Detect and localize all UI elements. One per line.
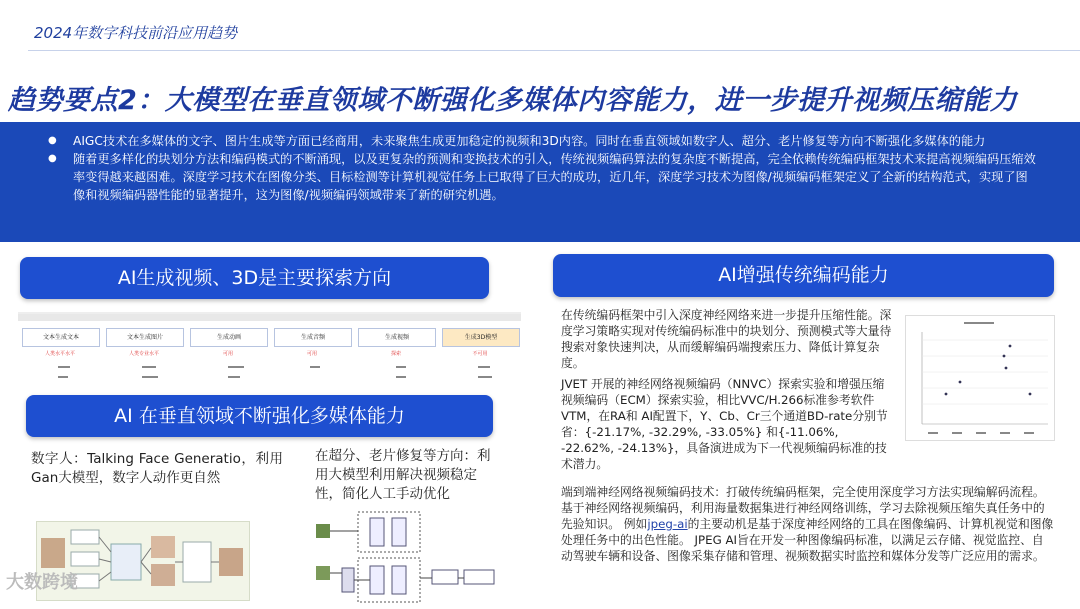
coding-paragraph-3-pre: 端到端神经网络视频编码技术：打破传统编码框架，完全使用深度学习方法实现编解码流程。基于神经网络视频编码，利用海量数据集进行神经网络训练，学习去除视频压缩失真任务中的先验知识。 例如 [561, 485, 1045, 531]
table-cell: 文本生成文本 [22, 328, 100, 347]
table-cell: 生成音频 [274, 328, 352, 347]
header-title: 2024年数字科技前沿应用趋势 [34, 24, 238, 42]
table-header-strip [18, 314, 521, 321]
table-cell: 生成动画 [190, 328, 268, 347]
jpeg-ai-link[interactable]: jpeg-ai [647, 517, 688, 531]
bd-rate-chart-figure [905, 315, 1055, 441]
table-subheader: 人类专业水平 [128, 351, 159, 357]
summary-bullets [48, 132, 1038, 204]
table-subheader: 人类水平水平 [44, 351, 75, 357]
video-restoration-diagram-graphic [314, 508, 497, 605]
bullet-item: ● AIGC技术在多媒体的文字、图片生成等方面已经商用，未来聚焦生成更加稳定的视频和3D内容。同时在垂直领域如数字人、超分、老片修复等方向不断强化多媒体的能力 [48, 132, 1038, 150]
super-resolution-text: 在超分、老片修复等方向：利用大模型利用解决视频稳定性，简化人工手动优化 [315, 448, 491, 502]
bullet-item: ● 随着更多样化的块划分方法和编码模式的不断涌现，以及更复杂的预测和变换技术的引入，传统视频编码算法的复杂度不断提高，完全依赖传统编码框架技术来提高视频编码压缩效率变得越来越困难。深度学习技术在图像分类、目标检测等计算机视觉任务上已取得了巨大的成功，近几年，深度学习技术为图像/视频编码框架定义了全新的结构范式，实现了图像和视频编码器性能的显著提升，这为图像/视频编码领域带来了新的研究机遇。 [48, 150, 1038, 204]
section-title-ai-video: AI生成视频、3D是主要探索方向 [20, 257, 489, 299]
capability-table [18, 312, 521, 384]
table-cell: 文本生成图片 [106, 328, 184, 347]
coding-paragraph-1: 在传统编码框架中引入深度神经网络来进一步提升压缩性能。深度学习策略实现对传统编码标准中的块划分、预测模式等大量待搜索对象快速判决，从而缓解编码端搜索压力、降低计算复杂度。 [561, 308, 892, 370]
coding-paragraph-2: JVET 开展的神经网络视频编码（NNVC）探索实验和增强压缩视频编码（ECM）探索实验，相比VVC/H.266标准参考软件VTM，在RA和 AI配置下，Y、Cb、Cr三个通道BD-rate分别节省：{-21.17%, -32.29%, -33.05%} 和{-11.06%, -22.62%, -24.13%}，具备演进成为下一代视频编码标准的技术潜力。 [561, 377, 888, 471]
table-subheader: 探索 [390, 351, 401, 357]
table-subheader: 可用 [222, 351, 233, 357]
table-cell: 生成视频 [358, 328, 436, 347]
watermark-logo: 大数跨境 [6, 572, 78, 593]
video-restoration-diagram [314, 508, 497, 605]
page-title: 趋势要点2：大模型在垂直领域不断强化多媒体内容能力，进一步提升视频压缩能力 [8, 85, 1018, 116]
table-subheader: 可用 [306, 351, 317, 357]
coding-paragraph-3 [561, 484, 1055, 564]
digital-human-text: 数字人：Talking Face Generatio，利用Gan大模型，数字人动作更自然 [31, 451, 283, 486]
bd-rate-chart-graphic [906, 316, 1054, 440]
table-cell: 生成3D模型 [442, 328, 520, 347]
section-title-vertical: AI 在垂直领域不断强化多媒体能力 [26, 395, 493, 437]
header-divider [28, 50, 1080, 51]
table-subheader: 不可用 [472, 351, 488, 357]
section-title-coding: AI增强传统编码能力 [553, 254, 1054, 297]
coding-paragraph-3-post: 的主要动机是基于深度神经网络的工具在图像编码、计算机视觉和图像处理任务中的出色性能。 JPEG AI旨在开发一种图像编码标准，以满足云存储、视觉监控、自动驾驶车辆和设备、图像采集存储和管理、视频数据实时监控和媒体分发等广泛应用的需求。 [561, 517, 1054, 563]
table-detail-lines [18, 358, 521, 382]
